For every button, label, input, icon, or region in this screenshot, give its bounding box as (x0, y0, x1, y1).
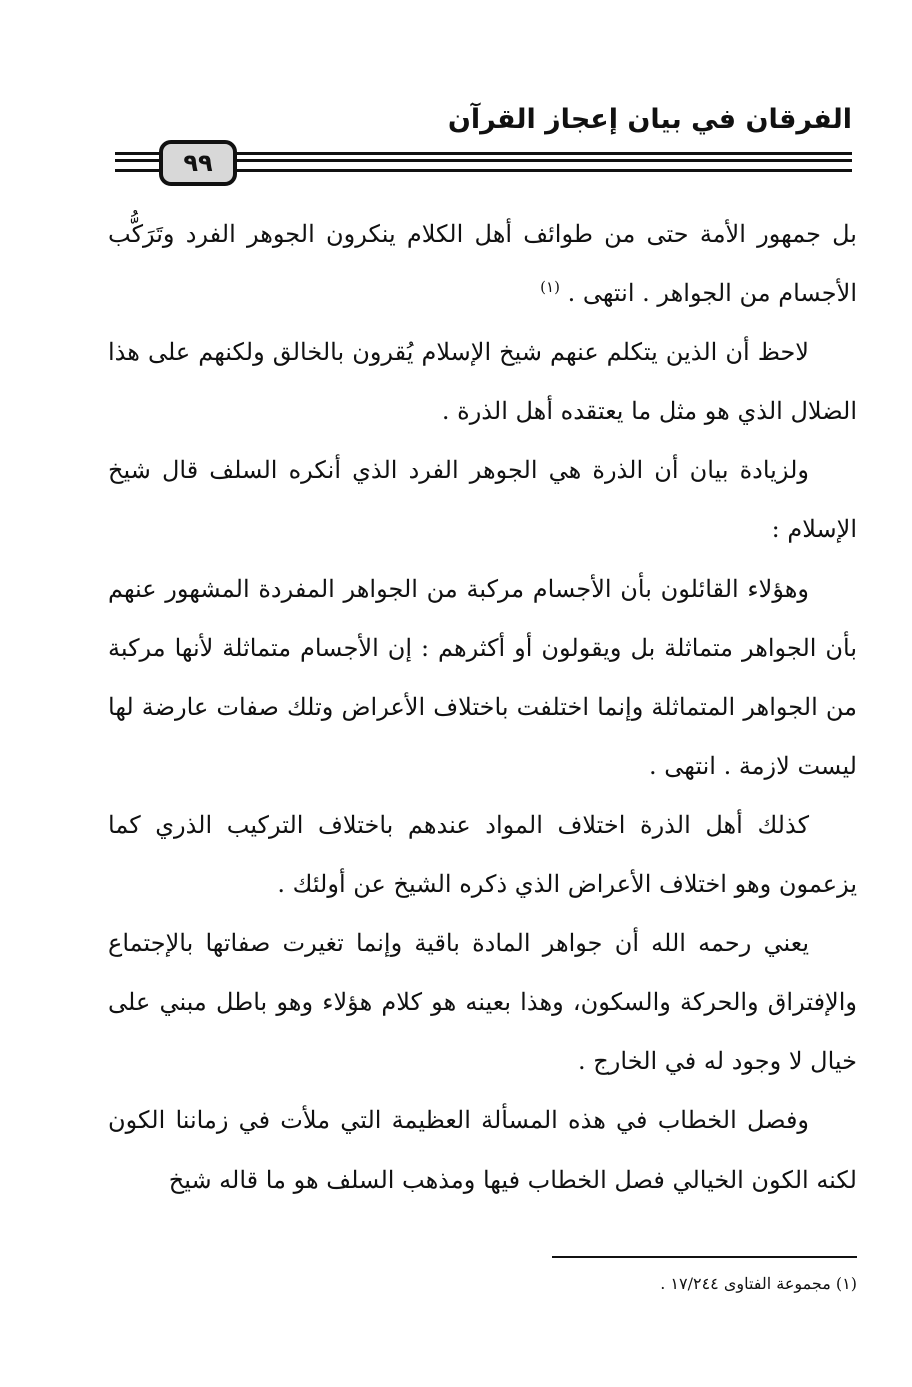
paragraph-1 (108, 205, 857, 323)
footnote: (١) مجموعة الفتاوى ١٧/٢٤٤ . (660, 1274, 857, 1293)
page-number-badge (159, 140, 237, 186)
paragraph-5: كذلك أهل الذرة اختلاف المواد عندهم باختلاف التركيب الذري كما يزعمون وهو اختلاف الأعراض الذي ذكره الشيخ عن أولئك . (108, 810, 857, 899)
footnote-separator (552, 1256, 857, 1258)
paragraph-7: وفصل الخطاب في هذه المسألة العظيمة التي ملأت في زماننا الكون لكنه الكون الخيالي فصل الخطاب فيها ومذهب السلف هو ما قاله شيخ (108, 1106, 857, 1194)
body-text (108, 205, 857, 1210)
paragraph-2: لاحظ أن الذين يتكلم عنهم شيخ الإسلام يُقرون بالخالق ولكنهم على هذا الضلال الذي هو مثل ما يعتقده أهل الذرة . (108, 338, 857, 426)
paragraph-6: يعني رحمه الله أن جواهر المادة باقية وإنما تغيرت صفاتها بالإجتماع والإفتراق والحركة والسكون، وهذا بعينه هو كلام هؤلاء وهو باطل مبني على خيال لا وجود له في الخارج . (108, 929, 858, 1076)
paragraph-4: وهؤلاء القائلون بأن الأجسام مركبة من الجواهر المفردة المشهور عنهم بأن الجواهر متماثلة بل ويقولون أو أكثرهم : إن الأجسام متماثلة لأنها مركبة من الجواهر المتماثلة وإنما اختلفت باختلاف الأعراض وتلك صفات عارضة لها ليست لازمة . انتهى . (108, 574, 857, 780)
page-number: ٩٩ (183, 149, 213, 177)
footnote-reference[interactable]: (١) (540, 278, 560, 297)
paragraph-3: ولزيادة بيان أن الذرة هي الجوهر الفرد الذي أنكره السلف قال شيخ الإسلام : (108, 456, 857, 544)
book-title: الفرقان في بيان إعجاز القرآن (447, 104, 852, 135)
paragraph-1-text: بل جمهور الأمة حتى من طوائف أهل الكلام ينكرون الجوهر الفرد وتَرَكُّب الأجسام من الجواهر . انتهى . (108, 220, 857, 308)
